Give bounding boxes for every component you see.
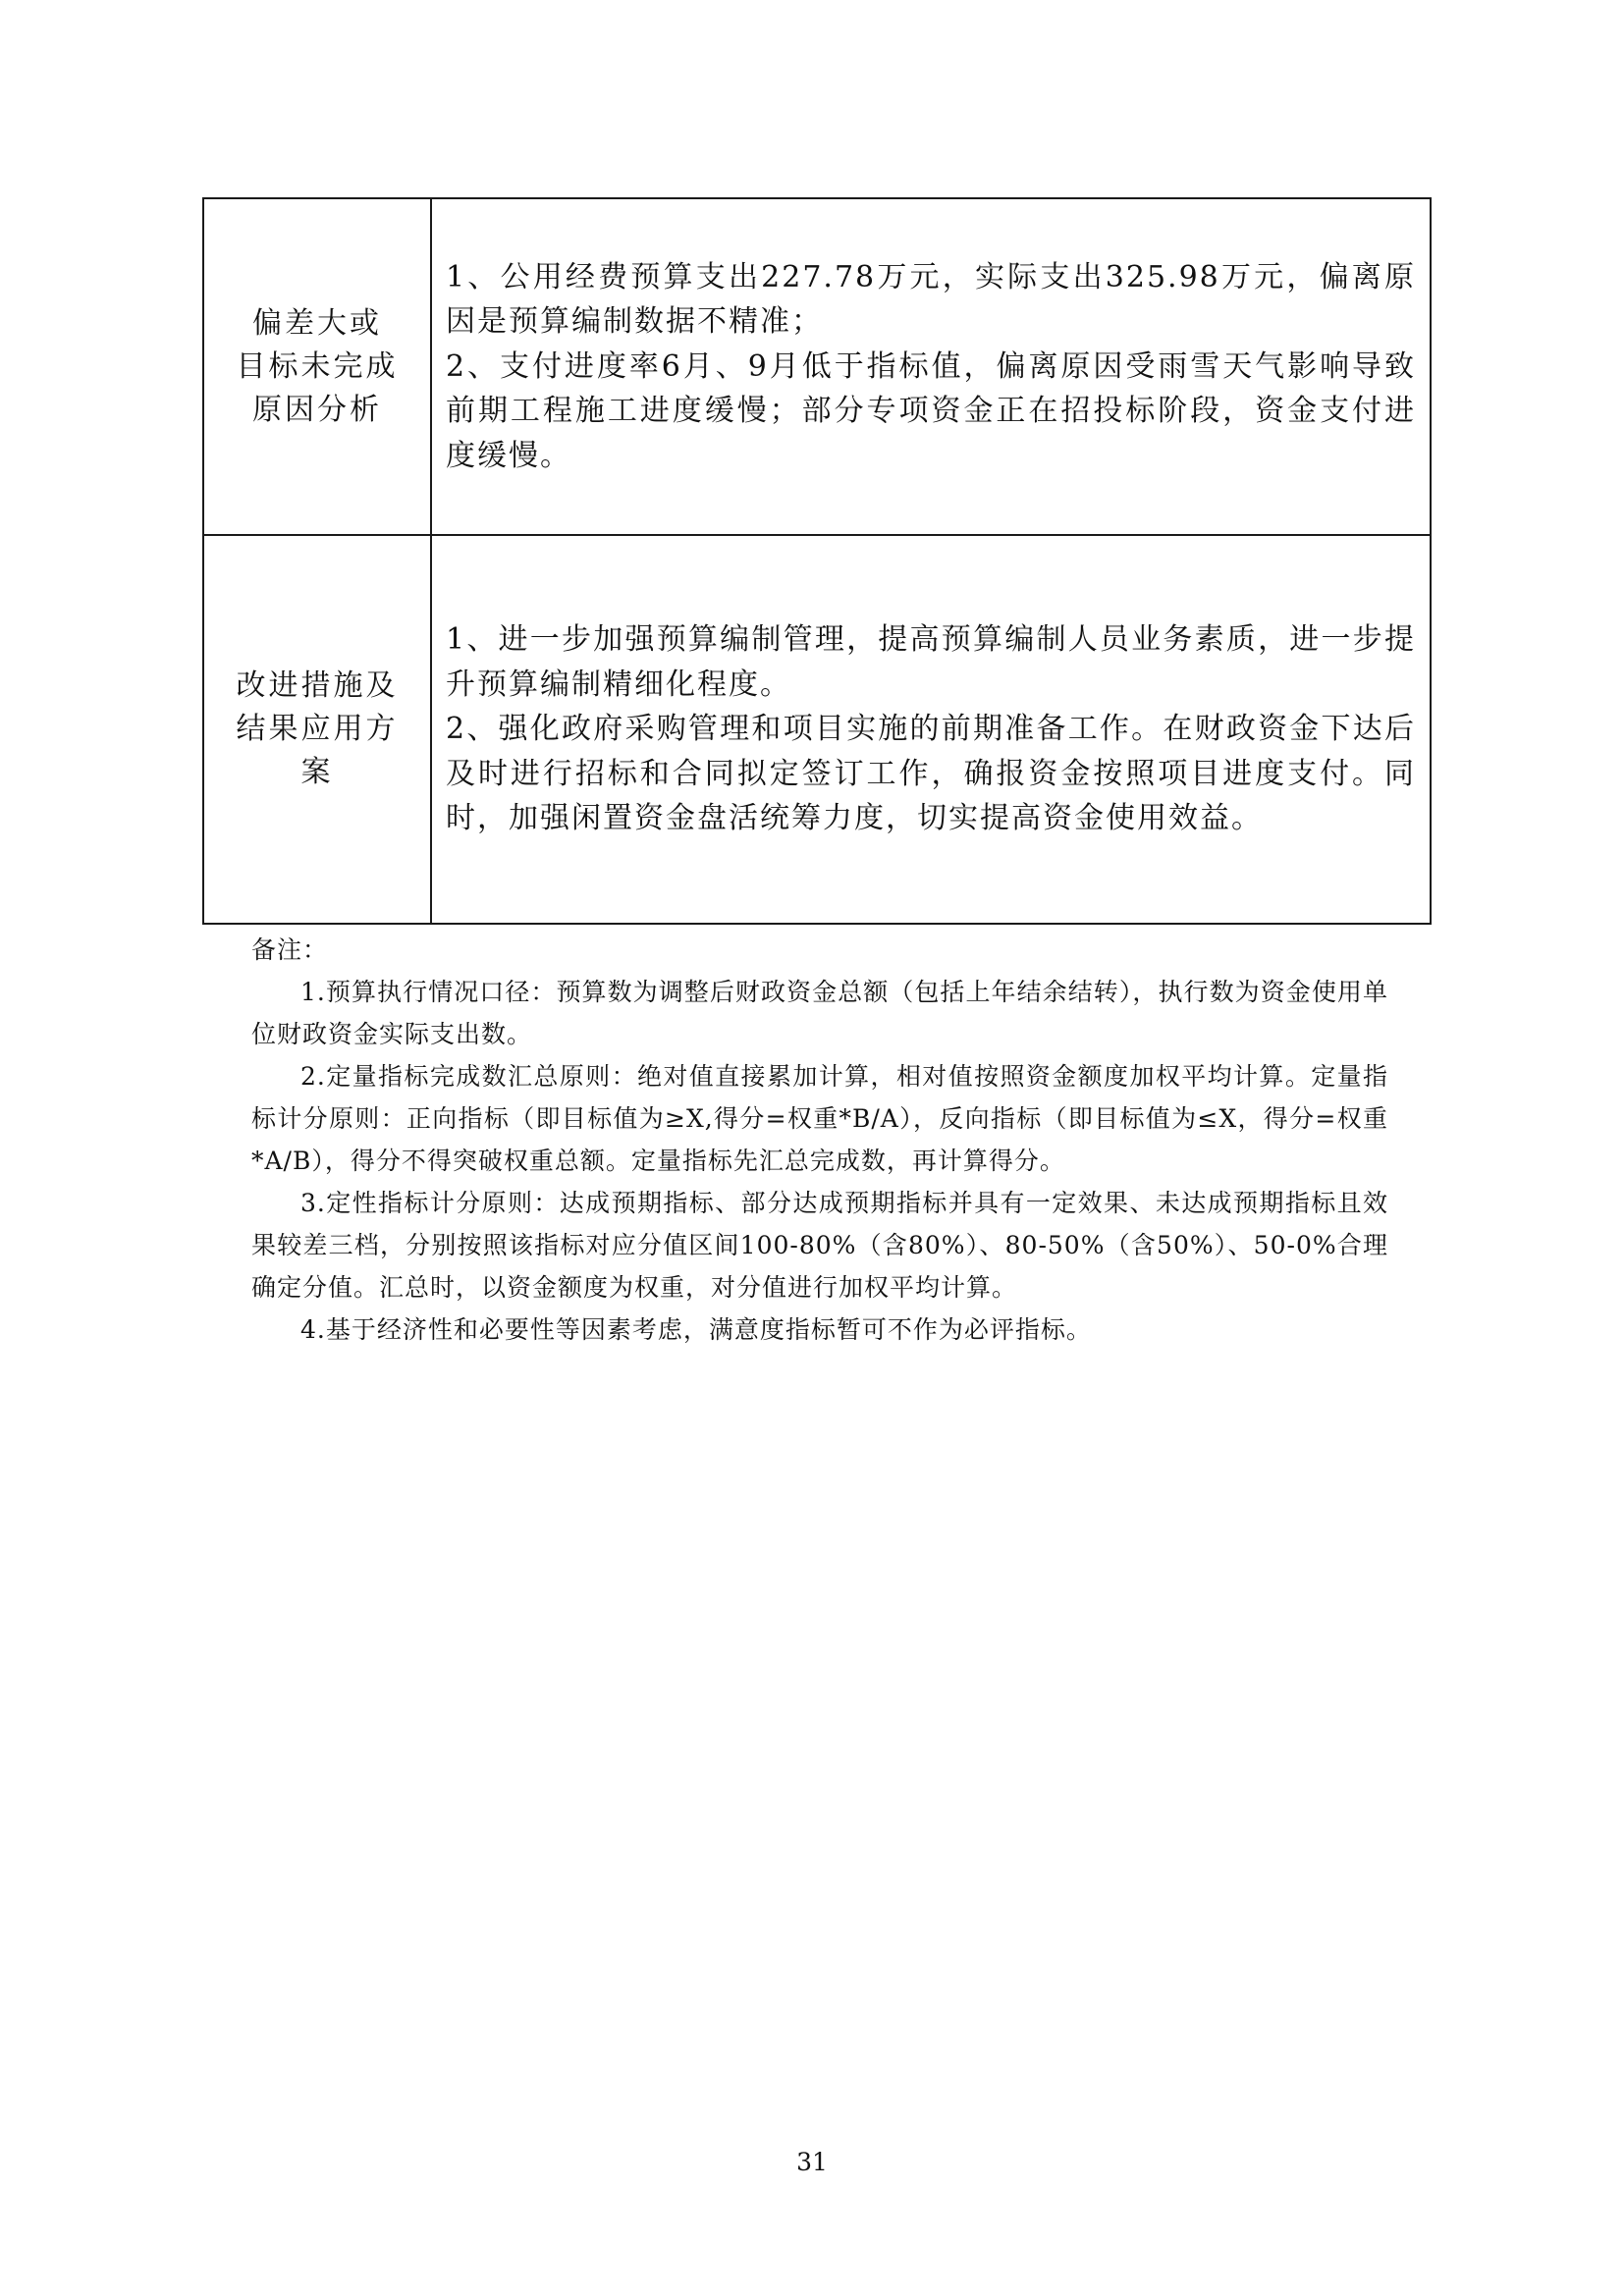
note-item: 3.定性指标计分原则：达成预期指标、部分达成预期指标并具有一定效果、未达成预期指标且效果较差三档，分别按照该指标对应分值区间100-80%（含80%）、80-50%（含50%）、50-0%合理确定分值。汇总时，以资金额度为权重，对分值进行加权平均计算。 [251,1189,1388,1302]
row-label-line: 改进措施及 [236,668,399,703]
row-label-line: 结果应用方 [236,712,399,746]
row-label-line: 偏差大或 [252,305,382,341]
note-item: 1.预算执行情况口径：预算数为调整后财政资金总额（包括上年结余结转），执行数为资金使用单位财政资金实际支出数。 [251,978,1388,1048]
notes-heading: 备注： [251,935,329,964]
page-number: 31 [796,2148,828,2176]
table-row-deviation-analysis [203,198,1431,535]
row-label-line: 案 [300,755,334,789]
row-label-deviation-analysis [203,198,431,535]
note-item: 4.基于经济性和必要性等因素考虑，满意度指标暂可不作为必评指标。 [300,1315,1092,1344]
row-label-line: 原因分析 [252,392,382,427]
notes-section [251,929,1388,1351]
row-content-improvement-measures [431,535,1431,924]
content-paragraph: 2、强化政府采购管理和项目实施的前期准备工作。在财政资金下达后及时进行招标和合同拟定签订工作，确报资金按照项目进度支付。同时，加强闲置资金盘活统筹力度，切实提高资金使用效益。 [446,712,1416,836]
table-row-improvement-measures [203,535,1431,924]
content-paragraph: 2、支付进度率6月、9月低于指标值，偏离原因受雨雪天气影响导致前期工程施工进度缓慢；部分专项资金正在招投标阶段，资金支付进度缓慢。 [446,348,1416,473]
note-item: 2.定量指标完成数汇总原则：绝对值直接累加计算，相对值按照资金额度加权平均计算。定量指标计分原则：正向指标（即目标值为≥X,得分=权重*B/A），反向指标（即目标值为≤X，得分=权重*A/B），得分不得突破权重总额。定量指标先汇总完成数，再计算得分。 [251,1062,1388,1175]
content-paragraph: 1、公用经费预算支出227.78万元，实际支出325.98万元，偏离原因是预算编制数据不精准； [446,259,1416,340]
row-label-improvement-measures [203,535,431,924]
row-label-line: 目标未完成 [236,348,399,384]
evaluation-table [202,197,1432,925]
row-content-deviation-analysis [431,198,1431,535]
content-paragraph: 1、进一步加强预算编制管理，提高预算编制人员业务素质，进一步提升预算编制精细化程度。 [446,622,1416,702]
